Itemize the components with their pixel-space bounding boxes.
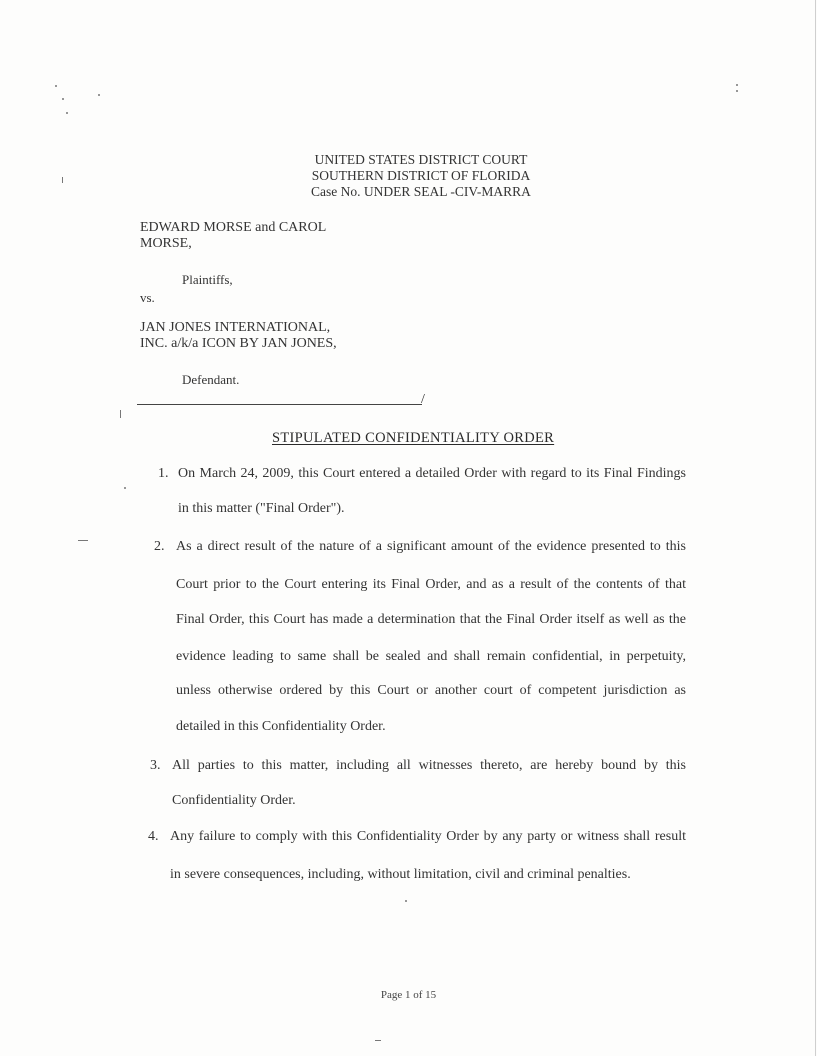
paragraph-line: Final Order, this Court has made a determination that the Final Order itself as well as the	[176, 612, 686, 627]
paragraph-number: 3.	[150, 758, 161, 773]
scan-speck	[405, 900, 407, 902]
paragraph-line: in this matter ("Final Order").	[178, 501, 345, 516]
scan-speck	[736, 84, 738, 86]
court-district: SOUTHERN DISTRICT OF FLORIDA	[311, 168, 531, 183]
paragraph-line: Any failure to comply with this Confidentiality Order by any party or witness shall result	[170, 829, 686, 844]
paragraph-line: On March 24, 2009, this Court entered a detailed Order with regard to its Final Findings	[178, 466, 686, 481]
scan-speck	[66, 112, 68, 114]
paragraph-line: Confidentiality Order.	[172, 793, 296, 808]
page-number-footer: Page 1 of 15	[380, 989, 437, 1001]
paragraph-line: As a direct result of the nature of a significant amount of the evidence presented to this	[176, 539, 686, 554]
paragraph-number: 1.	[158, 466, 169, 481]
paragraph-line: unless otherwise ordered by this Court or another court of competent jurisdiction as	[176, 683, 686, 698]
paragraph-line: detailed in this Confidentiality Order.	[176, 719, 386, 734]
document-title: STIPULATED CONFIDENTIALITY ORDER	[272, 430, 555, 446]
paragraph-line: All parties to this matter, including all witnesses thereto, are hereby bound by this	[172, 758, 686, 773]
caption-rule-slash: /	[421, 392, 425, 407]
defendant-name-line1: JAN JONES INTERNATIONAL,	[140, 320, 331, 335]
scan-speck	[62, 177, 63, 183]
versus-label: vs.	[140, 290, 155, 305]
caption-rule	[137, 404, 422, 405]
case-number: Case No. UNDER SEAL -CIV-MARRA	[311, 184, 531, 199]
scan-speck	[98, 94, 100, 96]
defendant-name-line2: INC. a/k/a ICON BY JAN JONES,	[140, 336, 337, 351]
paragraph-line: in severe consequences, including, without limitation, civil and criminal penalties.	[170, 867, 631, 882]
scan-speck	[55, 85, 57, 87]
defendant-label: Defendant.	[182, 372, 240, 387]
plaintiffs-label: Plaintiffs,	[182, 272, 233, 287]
scan-speck	[120, 410, 121, 418]
paragraph-number: 2.	[154, 539, 165, 554]
paragraph-line: evidence leading to same shall be sealed and shall remain confidential, in perpetuity,	[176, 649, 686, 664]
scan-speck	[62, 98, 64, 100]
court-header	[296, 152, 546, 200]
plaintiff-name-line1: EDWARD MORSE and CAROL	[140, 220, 327, 235]
plaintiff-name-line2: MORSE,	[140, 236, 192, 251]
paragraph-line: Court prior to the Court entering its Final Order, and as a result of the contents of that	[176, 577, 686, 592]
scan-speck	[736, 90, 738, 92]
scan-speck	[124, 487, 126, 489]
scan-speck	[375, 1040, 381, 1041]
scan-edge-line	[815, 0, 816, 1056]
paragraph-number: 4.	[148, 829, 159, 844]
scan-speck	[78, 540, 88, 541]
court-name: UNITED STATES DISTRICT COURT	[314, 152, 528, 167]
